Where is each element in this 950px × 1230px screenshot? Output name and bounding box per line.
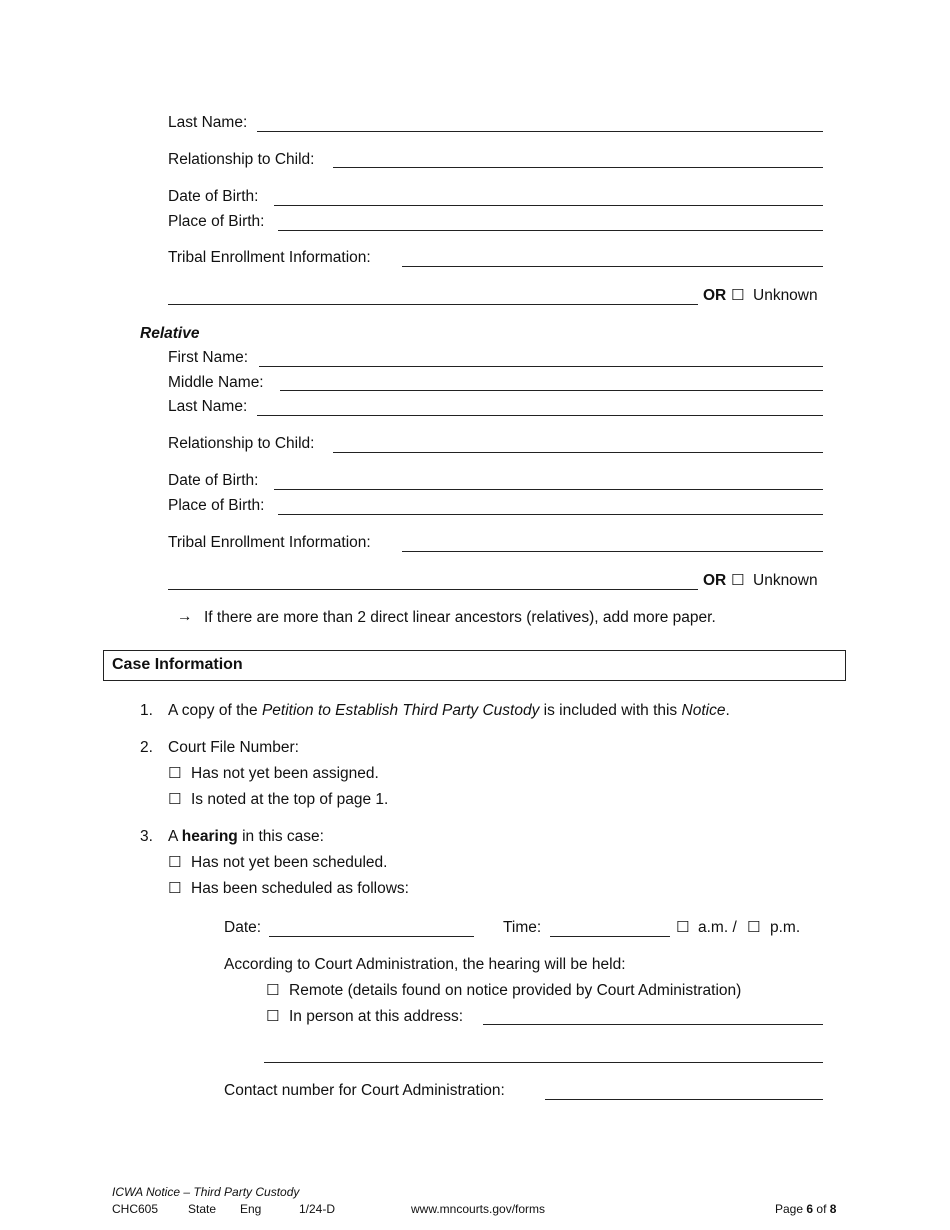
arrow-icon: → <box>177 608 193 625</box>
or-label: OR <box>703 287 727 304</box>
in-person-label: In person at this address: <box>289 1008 464 1025</box>
relative-heading: Relative <box>140 325 200 342</box>
notice-word: Notice <box>681 702 726 719</box>
item-1-mid: is included with this <box>539 702 682 719</box>
footer-lang: Eng <box>240 1202 262 1216</box>
noted-page1-checkbox[interactable]: ☐ <box>168 790 182 808</box>
relationship-label: Relationship to Child: <box>168 151 315 168</box>
not-scheduled-label: Has not yet been scheduled. <box>191 854 388 871</box>
relative-or-label: OR <box>703 572 727 589</box>
hearing-pre: A <box>168 828 182 845</box>
hearing-date-label: Date: <box>224 919 262 936</box>
contact-number-label: Contact number for Court Administration: <box>224 1082 505 1099</box>
relative-unknown-checkbox[interactable]: ☐ <box>731 571 745 589</box>
remote-checkbox[interactable]: ☐ <box>266 981 280 999</box>
footer-form-title: ICWA Notice – Third Party Custody <box>112 1185 300 1199</box>
contact-number-field[interactable] <box>545 1099 823 1100</box>
relative-first-name-label: First Name: <box>168 349 249 366</box>
in-person-address-field[interactable] <box>483 1024 823 1025</box>
last-name-label: Last Name: <box>168 114 248 131</box>
item-3-number: 3. <box>140 828 153 845</box>
tribal-field[interactable] <box>402 266 823 267</box>
more-paper-note: If there are more than 2 direct linear ancestors (relatives), add more paper. <box>204 609 716 626</box>
item-1-text <box>168 702 730 720</box>
hearing-word: hearing <box>181 828 238 845</box>
page-number: 6 <box>806 1202 814 1216</box>
relative-relationship-label: Relationship to Child: <box>168 435 315 452</box>
page-total: 8 <box>829 1202 837 1216</box>
relative-first-name-field[interactable] <box>259 366 823 367</box>
relative-pob-label: Place of Birth: <box>168 497 265 514</box>
petition-title: Petition to Establish Third Party Custody <box>261 702 540 719</box>
relative-middle-name-label: Middle Name: <box>168 374 264 391</box>
footer-state: State <box>188 1202 217 1216</box>
item-1-number: 1. <box>140 702 153 719</box>
relative-dob-label: Date of Birth: <box>168 472 259 489</box>
am-checkbox[interactable]: ☐ <box>676 918 690 936</box>
relative-pob-field[interactable] <box>278 514 823 515</box>
hearing-intro <box>168 828 324 846</box>
dob-field[interactable] <box>274 205 823 206</box>
pob-label: Place of Birth: <box>168 213 265 230</box>
relative-middle-name-field[interactable] <box>280 390 823 391</box>
not-scheduled-checkbox[interactable]: ☐ <box>168 853 182 871</box>
hearing-held-label: According to Court Administration, the hearing will be held: <box>224 956 626 973</box>
unknown-checkbox[interactable]: ☐ <box>731 286 745 304</box>
relative-unknown-label: Unknown <box>753 572 818 589</box>
dob-label: Date of Birth: <box>168 188 259 205</box>
relative-tribal-label: Tribal Enrollment Information: <box>168 534 371 551</box>
relative-tribal-field-continued[interactable] <box>168 589 698 590</box>
court-file-number-label: Court File Number: <box>168 739 299 756</box>
tribal-label: Tribal Enrollment Information: <box>168 249 371 266</box>
page-prefix: Page <box>775 1202 804 1216</box>
not-assigned-checkbox[interactable]: ☐ <box>168 764 182 782</box>
hearing-time-label: Time: <box>503 919 542 936</box>
footer-revision: 1/24-D <box>299 1202 336 1216</box>
case-information-header <box>103 650 846 681</box>
pm-checkbox[interactable]: ☐ <box>747 918 761 936</box>
page-of: of <box>816 1202 827 1216</box>
item-1-pre: A copy of the <box>168 702 262 719</box>
in-person-checkbox[interactable]: ☐ <box>266 1007 280 1025</box>
unknown-label: Unknown <box>753 287 818 304</box>
relative-relationship-field[interactable] <box>333 452 823 453</box>
case-information-title: Case Information <box>112 656 243 673</box>
relative-last-name-label: Last Name: <box>168 398 248 415</box>
footer-url[interactable]: www.mncourts.gov/forms <box>411 1202 546 1216</box>
last-name-field[interactable] <box>257 131 823 132</box>
noted-page1-label: Is noted at the top of page 1. <box>191 791 389 808</box>
hearing-post: in this case: <box>237 828 324 845</box>
hearing-date-field[interactable] <box>269 936 474 937</box>
relative-last-name-field[interactable] <box>257 415 823 416</box>
am-label: a.m. / <box>698 919 737 936</box>
footer-form-code: CHC605 <box>112 1202 159 1216</box>
footer-page-indicator <box>775 1202 836 1216</box>
relative-tribal-field[interactable] <box>402 551 823 552</box>
relative-dob-field[interactable] <box>274 489 823 490</box>
relationship-field[interactable] <box>333 167 823 168</box>
tribal-field-continued[interactable] <box>168 304 698 305</box>
scheduled-checkbox[interactable]: ☐ <box>168 879 182 897</box>
hearing-time-field[interactable] <box>550 936 670 937</box>
remote-label: Remote (details found on notice provided by Court Administration) <box>289 982 742 999</box>
in-person-address-field-2[interactable] <box>264 1062 823 1063</box>
scheduled-label: Has been scheduled as follows: <box>191 880 409 897</box>
item-2-number: 2. <box>140 739 153 756</box>
pm-label: p.m. <box>770 919 801 936</box>
pob-field[interactable] <box>278 230 823 231</box>
not-assigned-label: Has not yet been assigned. <box>191 765 379 782</box>
item-1-end: . <box>725 702 730 719</box>
